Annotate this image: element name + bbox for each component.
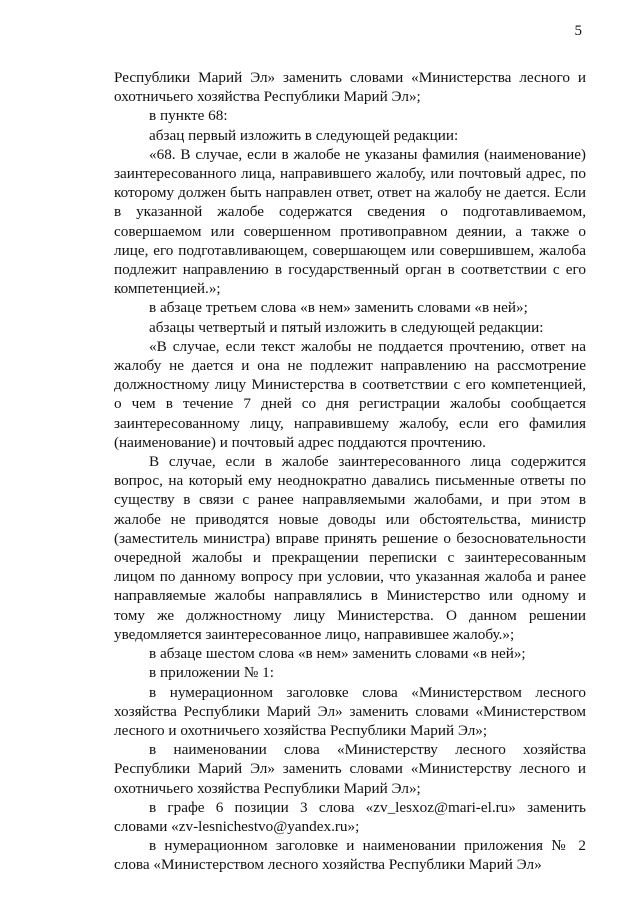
paragraph-instruction: абзац первый изложить в следующей редакции: xyxy=(149,126,459,144)
paragraph-instruction: в нумерационном заголовке и наименовании приложения № 2 слова «Министерством лесного хозяйства Республики Марий Эл» xyxy=(114,837,586,874)
paragraph-quote: В случае, если в жалобе заинтересованного лица содержится вопрос, на который ему неоднократно давались письменные ответы по существу в связи с ранее направляемыми жалобами, и при этом в жалобе не приводятся новые доводы или обстоятельства, министр (заместитель министра) вправе принять решение о безосновательности очередной жалобы и прекращении переписки с заинтересованным лицом по данному вопросу при условии, что указанная жалоба и ранее направляемые жалобы направлялись в Министерство или одному и тому же должностному лицу Министерства. О данном решении уведомляется заинтересованное лицо, направившее жалобу.»; xyxy=(114,453,586,643)
paragraph-quote-68: «68. В случае, если в жалобе не указаны фамилия (наименование) заинтересованного лица, направившего жалобу, или почтовый адрес, по которому должен быть направлен ответ, ответ на жалобу не дается. Если в указанной жалобе содержатся сведения о подготавливаемом, совершаемом или совершенном противоправном деянии, а также о лице, его подготавливающем, совершающем или совершившем, жалоба подлежит направлению в государственный орган в соответствии с его компетенцией.»; xyxy=(114,145,586,298)
paragraph-instruction: в абзаце шестом слова «в нем» заменить словами «в ней»; xyxy=(149,645,526,663)
paragraph-instruction: абзацы четвертый и пятый изложить в следующей редакции: xyxy=(149,318,544,336)
paragraph-instruction: в наименовании слова «Министерству лесного хозяйства Республики Марий Эл» заменить словами «Министерству лесного и охотничьего хозяйства Республики Марий Эл»; xyxy=(114,741,586,797)
paragraph-continuation: Республики Марий Эл» заменить словами «Министерства лесного и охотничьего хозяйства Республики Марий Эл»; xyxy=(114,69,586,106)
paragraph-item-68: в пункте 68: xyxy=(149,107,228,125)
page-number: 5 xyxy=(574,23,582,39)
paragraph-instruction: в абзаце третьем слова «в нем» заменить словами «в ней»; xyxy=(149,299,528,317)
paragraph-instruction: в графе 6 позиции 3 слова «zv_lesxoz@mari-el.ru» заменить словами «zv-lesnichestvo@yandex.ru»; xyxy=(114,798,586,835)
paragraph-quote: «В случае, если текст жалобы не поддается прочтению, ответ на жалобу не дается и она не подлежит направлению на рассмотрение должностному лицу Министерства в соответствии с его компетенцией, о чем в течение 7 дней со дня регистрации жалобы сообщается заинтересованному лицу, направившему жалобу, если его фамилия (наименование) и почтовый адрес поддаются прочтению. xyxy=(114,337,586,451)
document-body xyxy=(114,68,586,875)
paragraph-instruction: в нумерационном заголовке слова «Министерством лесного хозяйства Республики Марий Эл» заменить словами «Министерством лесного и охотничьего хозяйства Республики Марий Эл»; xyxy=(114,683,586,739)
paragraph-appendix-1: в приложении № 1: xyxy=(149,664,274,682)
